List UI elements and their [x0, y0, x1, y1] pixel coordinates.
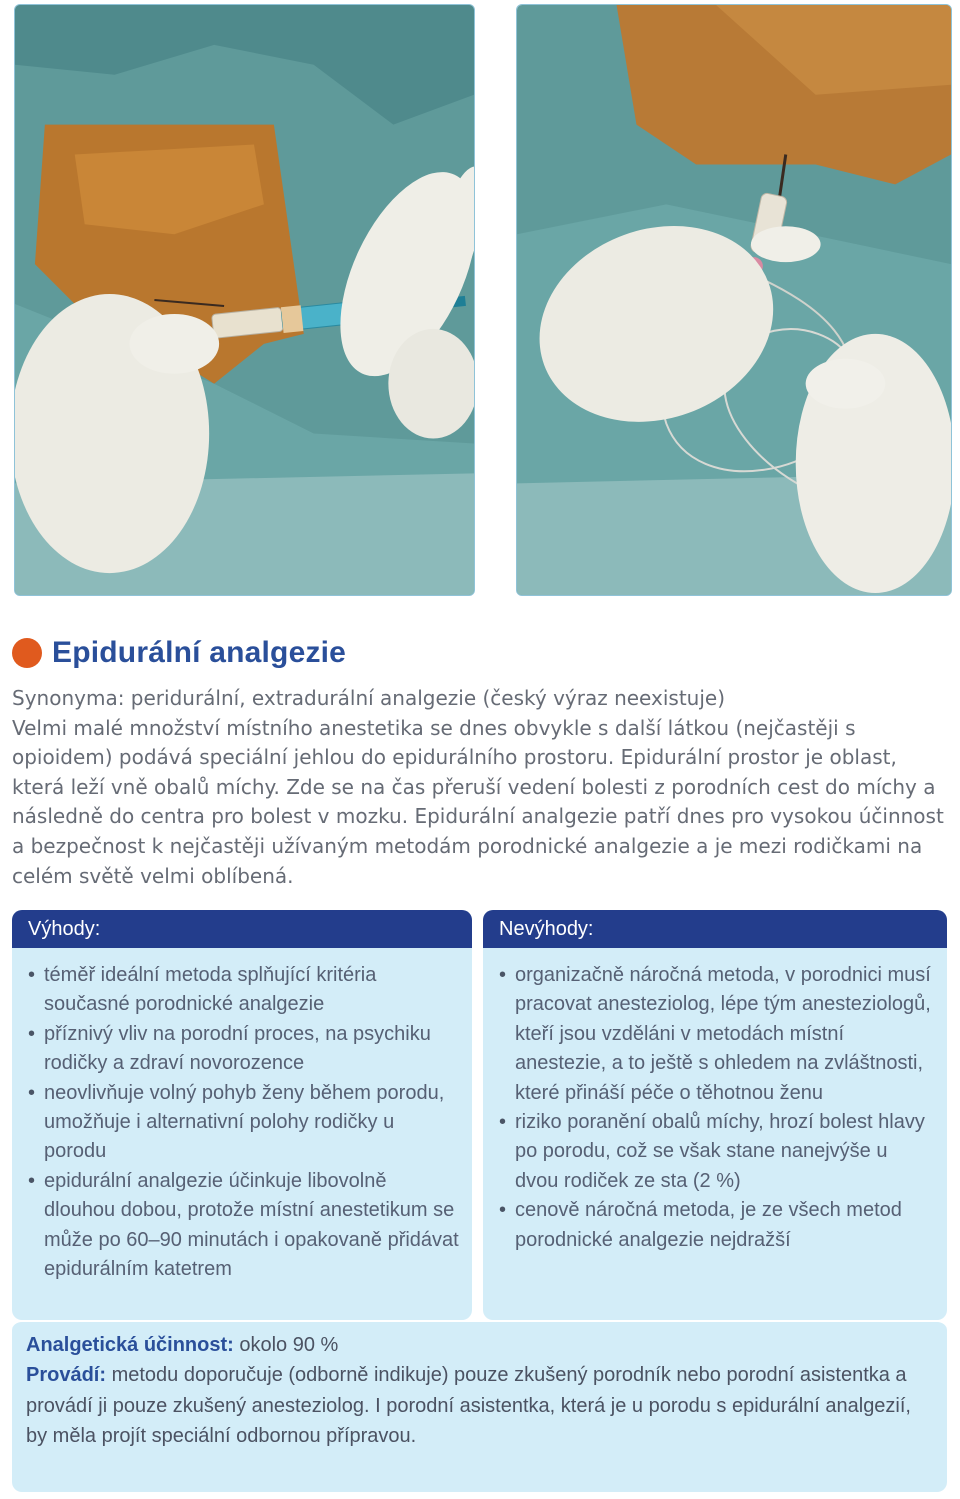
cons-list — [483, 948, 947, 1255]
summary-box — [12, 1320, 947, 1492]
page-title: Epidurální analgezie — [52, 636, 347, 669]
intro-text — [12, 684, 947, 891]
list-item: • riziko poranění obalů míchy, hrozí bolest hlavy po porodu, což se však stane nanejvýše u dvou rodiček ze sta (2 %) — [499, 1108, 935, 1196]
list-item: • příznivý vliv na porodní proces, na psychiku rodičky a zdraví novorozence — [28, 1020, 460, 1079]
list-item: • téměř ideální metoda splňující kritéria současné porodnické analgezie — [28, 961, 460, 1020]
efficacy-line — [26, 1330, 926, 1360]
list-item: • neovlivňuje volný pohyb ženy během porodu, umožňuje i alternativní polohy rodičky u porodu — [28, 1079, 460, 1167]
orange-bullet-icon — [12, 638, 42, 668]
performed-label: Provádí: — [26, 1364, 107, 1387]
pros-list — [12, 948, 472, 1284]
list-item: • cenově náročná metoda, je ze všech metod porodnické analgezie nejdražší — [499, 1196, 935, 1255]
synonyms-line: Synonyma: peridurální, extradurální analgezie (český výraz neexistuje) — [12, 686, 726, 710]
section-heading — [12, 636, 346, 670]
list-item: • epidurální analgezie účinkuje libovolně dlouhou dobou, protože místní anestetikum se může po 60–90 minutách i opakovaně přidávat epidurálním katetrem — [28, 1167, 460, 1285]
cons-heading: Nevýhody: — [483, 910, 947, 948]
pros-heading: Výhody: — [12, 910, 472, 948]
intro-body: Velmi malé množství místního anestetika se dnes obvykle s další látkou (nejčastěji s opioidem) podává speciální jehlou do epidurálního prostoru. Epidurální prostor je oblast, která leží vně obalů míchy. Zde se na čas přeruší vedení bolesti z porodních cest do míchy a následně do centra pro bolest v mozku. Epidurální analgezie patří dnes pro vysokou účinnost a bezpečnost k nejčastěji užívaným metodám porodnické analgezie a je mezi rodičkami na celém světě velmi oblíbená. — [12, 715, 944, 888]
list-item: • organizačně náročná metoda, v porodnici musí pracovat anesteziolog, lépe tým anesteziologů, kteří jsou vzděláni v metodách místní anestezie, a to ještě s ohledem na zvláštnosti, které přináší péče o těhotnou ženu — [499, 961, 935, 1108]
efficacy-value: okolo 90 % — [233, 1334, 339, 1356]
epidural-syringe-photo — [14, 4, 475, 596]
performed-line — [26, 1360, 926, 1451]
efficacy-label: Analgetická účinnost: — [26, 1334, 234, 1356]
cons-box — [483, 910, 947, 1320]
epidural-catheter-photo — [516, 4, 952, 596]
performed-value: metodu doporučuje (odborně indikuje) pouze zkušený porodník nebo porodní asistentka a provádí ji pouze zkušený anesteziolog. I porodní asistentka, která je u porodu s epidurální analgezií, by měla projít speciální odbornou přípravou. — [26, 1364, 911, 1447]
pros-box — [12, 910, 472, 1320]
